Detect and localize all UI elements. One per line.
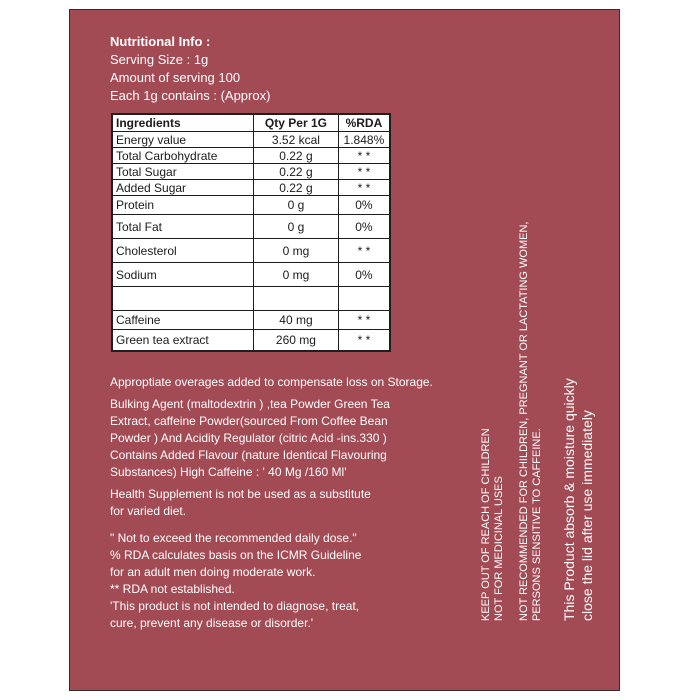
- qty-cell: 0.22 g: [254, 180, 339, 196]
- qty-cell: 0 mg: [254, 239, 339, 263]
- rda-cell: 1.848%: [338, 132, 390, 148]
- supplement-line: Health Supplement is not be used as a substitute: [110, 487, 371, 501]
- side-warning-pregnant: [518, 222, 544, 622]
- absorb-line-2: close the lid after use immediately: [579, 410, 595, 621]
- nutrition-header: [110, 33, 410, 105]
- table-row: [112, 215, 390, 239]
- header-qty: Qty Per 1G: [254, 114, 339, 132]
- qty-cell: 0 g: [254, 215, 339, 239]
- nutrition-title: Nutritional Info :: [110, 34, 211, 49]
- qty-cell: 40 mg: [254, 311, 339, 330]
- nutrition-table: [111, 113, 391, 352]
- table-row: [112, 287, 390, 311]
- footnote-line: for an adult men doing moderate work.: [110, 565, 316, 579]
- rda-cell: * *: [338, 148, 390, 164]
- ingredients-line: Extract, caffeine Powder(sourced From Coffee Bean: [110, 414, 388, 428]
- rda-cell: 0%: [338, 196, 390, 215]
- table-row: [112, 164, 390, 180]
- rda-cell: * *: [338, 164, 390, 180]
- rda-cell: * *: [338, 311, 390, 330]
- qty-cell: [254, 287, 339, 311]
- label-panel: [69, 9, 620, 691]
- ingredient-cell: Caffeine: [112, 311, 254, 330]
- qty-cell: 3.52 kcal: [254, 132, 339, 148]
- supplement-line: for varied diet.: [110, 504, 187, 518]
- ingredients-line: Powder ) And Acidity Regulator (citric Acid -ins.330 ): [110, 431, 387, 445]
- supplement-note: [110, 486, 440, 520]
- ingredient-cell: Protein: [112, 196, 254, 215]
- not-recommended-line-2: PERSONS SENSITIVE TO CAFFEINE.: [531, 428, 543, 621]
- table-row: [112, 311, 390, 330]
- side-warning-children: [480, 428, 506, 621]
- qty-cell: 0.22 g: [254, 164, 339, 180]
- ingredient-cell: Added Sugar: [112, 180, 254, 196]
- side-storage-note: [560, 378, 596, 621]
- table-row: [112, 263, 390, 287]
- ingredient-cell: Sodium: [112, 263, 254, 287]
- notes-block: [110, 374, 440, 632]
- ingredient-cell: Green tea extract: [112, 330, 254, 351]
- not-medicinal-text: NOT FOR MEDICINAL USES: [493, 476, 505, 621]
- footnote-line: ** RDA not established.: [110, 582, 235, 596]
- ingredients-line: Bulking Agent (maltodextrin ) ,tea Powder Green Tea: [110, 397, 390, 411]
- table-row: [112, 180, 390, 196]
- ingredient-cell: Total Sugar: [112, 164, 254, 180]
- rda-cell: [338, 287, 390, 311]
- table-row: [112, 196, 390, 215]
- rda-cell: * *: [338, 330, 390, 351]
- serving-size: Serving Size : 1g: [110, 52, 209, 67]
- absorb-line-1: This Product absorb & moisture quickly: [561, 378, 577, 621]
- footnote-line: 'This product is not intended to diagnose, treat,: [110, 599, 360, 613]
- table-header-row: [112, 114, 390, 132]
- qty-cell: 0 mg: [254, 263, 339, 287]
- footnote-line: % RDA calculates basis on the ICMR Guideline: [110, 548, 362, 562]
- ingredient-cell: Total Fat: [112, 215, 254, 239]
- qty-cell: 0 g: [254, 196, 339, 215]
- table-row: [112, 132, 390, 148]
- ingredient-cell: [112, 287, 254, 311]
- rda-cell: * *: [338, 239, 390, 263]
- rda-cell: * *: [338, 180, 390, 196]
- header-rda: %RDA: [338, 114, 390, 132]
- qty-cell: 0.22 g: [254, 148, 339, 164]
- ingredients-list: [110, 396, 440, 481]
- not-recommended-line-1: NOT RECOMMENDED FOR CHILDREN, PREGNANT OR LACTATING WOMEN,: [518, 221, 530, 621]
- header-ingredients: Ingredients: [112, 114, 254, 132]
- keep-out-text: KEEP OUT OF REACH OF CHILDREN: [480, 428, 492, 621]
- footnote-line: " Not to exceed the recommended daily dose.": [110, 531, 357, 545]
- qty-cell: 260 mg: [254, 330, 339, 351]
- footnote-line: cure, prevent any disease or disorder.': [110, 616, 314, 630]
- ingredient-cell: Cholesterol: [112, 239, 254, 263]
- ingredient-cell: Total Carbohydrate: [112, 148, 254, 164]
- footnotes: [110, 530, 440, 632]
- rda-cell: 0%: [338, 215, 390, 239]
- ingredients-line: Substances) High Caffeine : ' 40 Mg /160 Ml': [110, 465, 347, 479]
- overages-note: Approptiate overages added to compensate loss on Storage.: [110, 375, 433, 389]
- table-row: [112, 330, 390, 351]
- table-row: [112, 148, 390, 164]
- each-contains: Each 1g contains : (Approx): [110, 88, 271, 103]
- rda-cell: 0%: [338, 263, 390, 287]
- ingredient-cell: Energy value: [112, 132, 254, 148]
- serving-amount: Amount of serving 100: [110, 70, 241, 85]
- ingredients-line: Contains Added Flavour (nature Identical Flavouring: [110, 448, 387, 462]
- table-row: [112, 239, 390, 263]
